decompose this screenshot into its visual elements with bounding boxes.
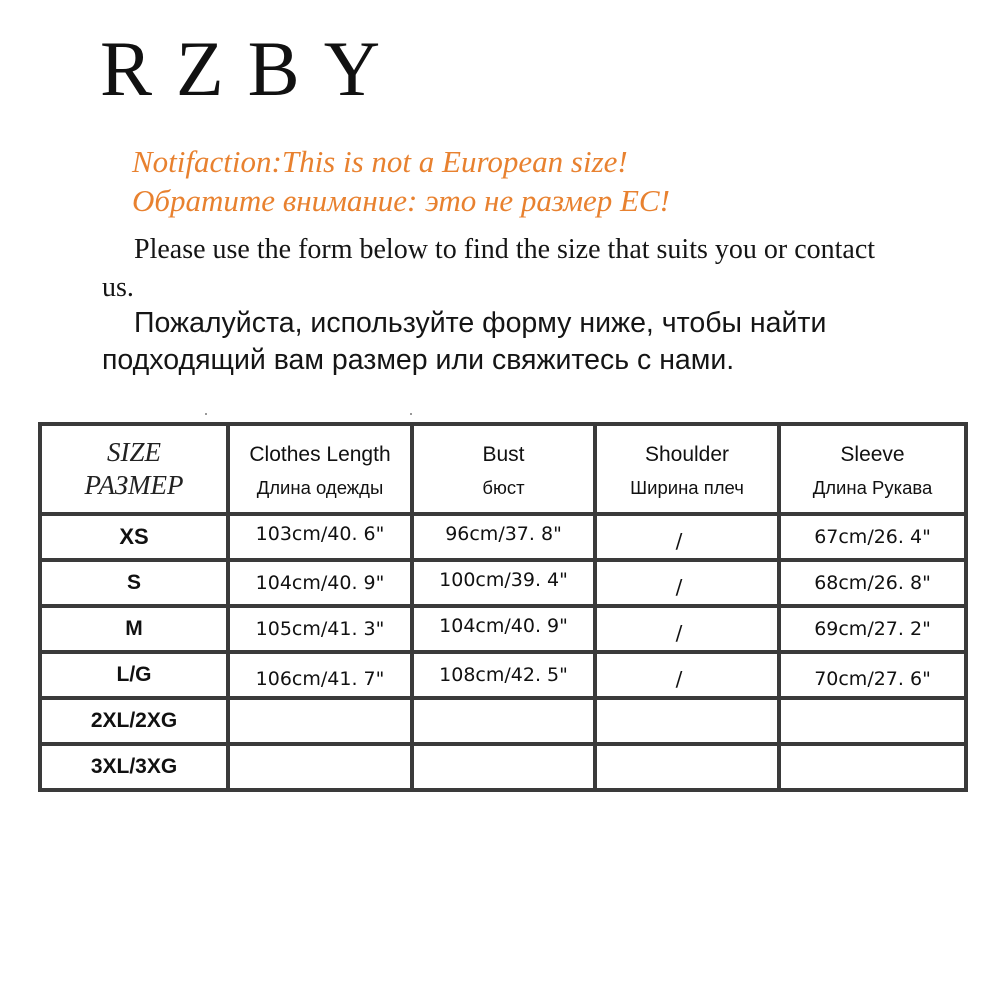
scan-dot: [205, 413, 207, 415]
table-row: [40, 514, 966, 560]
shoulder-cell: [595, 652, 779, 698]
size-label: 2XL/2XG: [90, 709, 178, 732]
length-cell: [228, 606, 412, 652]
header-size-en: SIZE: [107, 437, 161, 467]
sleeve-value: 69cm/27. 2": [814, 618, 931, 640]
shoulder-cell: [595, 744, 779, 790]
length-value: 104cm/40. 9": [255, 572, 385, 594]
size-cell: [40, 606, 228, 652]
sleeve-cell: [779, 560, 966, 606]
header-size-ru: РАЗМЕР: [84, 470, 184, 500]
sleeve-value: 68cm/26. 8": [814, 572, 931, 594]
intro-text-ru: Пожалуйста, используйте форму ниже, чтобы найти подходящий вам размер или свяжитесь с нами.: [102, 307, 827, 376]
size-label: M: [125, 617, 143, 640]
header-size: [40, 424, 228, 514]
bust-cell: [412, 514, 595, 560]
header-shoulder: [595, 424, 779, 514]
length-cell: [228, 744, 412, 790]
size-cell: [40, 698, 228, 744]
bust-cell: [412, 560, 595, 606]
size-label: L/G: [116, 663, 152, 686]
header-label-ru: Ширина плеч: [630, 477, 744, 498]
size-cell: [40, 652, 228, 698]
size-label: 3XL/3XG: [90, 755, 178, 778]
bust-value: 96cm/37. 8": [445, 523, 562, 545]
length-value: 103cm/40. 6": [255, 523, 385, 545]
brand-logo: RZBY: [100, 25, 405, 112]
size-cell: [40, 744, 228, 790]
size-chart-table: [38, 422, 968, 792]
shoulder-cell: [595, 514, 779, 560]
size-label: XS: [119, 524, 149, 549]
header-bust: [412, 424, 595, 514]
header-label-en: Clothes Length: [249, 443, 391, 466]
bust-value: 100cm/39. 4": [439, 569, 568, 591]
header-label-en: Sleeve: [840, 443, 905, 466]
sleeve-cell: [779, 744, 966, 790]
header-label-ru: бюст: [482, 477, 525, 498]
bust-cell: [412, 606, 595, 652]
length-cell: [228, 652, 412, 698]
table-row: [40, 744, 966, 790]
size-notice: [132, 142, 670, 220]
header-sleeve: [779, 424, 966, 514]
header-label-en: Shoulder: [644, 443, 730, 466]
size-label: S: [126, 571, 141, 594]
header-label-ru: Длина одежды: [256, 477, 384, 498]
sleeve-value: 67cm/26. 4": [814, 526, 931, 548]
table-row: [40, 606, 966, 652]
intro-text-en: Please use the form below to find the size that suits you or contact us.: [102, 234, 876, 303]
notice-line-ru: Обратите внимание: это не размер ЕС!: [132, 183, 670, 218]
table-row: [40, 652, 966, 698]
scan-dot: [410, 413, 412, 415]
length-cell: [228, 560, 412, 606]
length-value: 105cm/41. 3": [255, 618, 385, 640]
shoulder-value: /: [675, 529, 683, 553]
header-label-ru: Длина Рукава: [812, 477, 933, 498]
shoulder-cell: [595, 560, 779, 606]
header-label-en: Bust: [482, 443, 525, 466]
sleeve-cell: [779, 606, 966, 652]
bust-cell: [412, 652, 595, 698]
length-cell: [228, 698, 412, 744]
table-row: [40, 560, 966, 606]
shoulder-cell: [595, 606, 779, 652]
size-cell: [40, 560, 228, 606]
length-cell: [228, 514, 412, 560]
sleeve-cell: [779, 698, 966, 744]
sleeve-cell: [779, 652, 966, 698]
notice-line-en: Notifaction:This is not a European size!: [132, 144, 628, 179]
sleeve-value: 70cm/27. 6": [814, 668, 931, 690]
bust-value: 108cm/42. 5": [439, 664, 568, 686]
shoulder-cell: [595, 698, 779, 744]
shoulder-value: /: [675, 575, 683, 599]
bust-cell: [412, 744, 595, 790]
bust-cell: [412, 698, 595, 744]
size-cell: [40, 514, 228, 560]
table-header-row: [40, 424, 966, 514]
length-value: 106cm/41. 7": [255, 668, 385, 690]
shoulder-value: /: [675, 621, 683, 645]
bust-value: 104cm/40. 9": [439, 615, 568, 637]
sleeve-cell: [779, 514, 966, 560]
shoulder-value: /: [675, 667, 683, 691]
table-row: [40, 698, 966, 744]
header-clothes-length: [228, 424, 412, 514]
